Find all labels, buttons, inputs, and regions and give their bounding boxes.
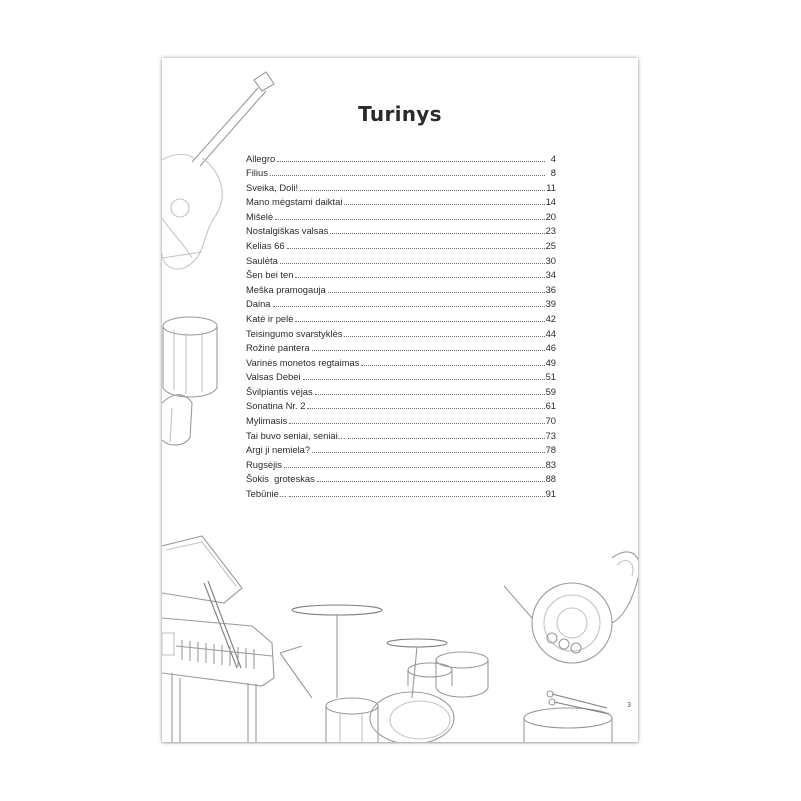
toc-entry[interactable] xyxy=(246,471,556,486)
toc-entry-title: Švilpiantis vėjas xyxy=(246,385,313,397)
dot-leader xyxy=(270,175,545,176)
toc-entry[interactable] xyxy=(246,485,556,500)
french-horn-illustration xyxy=(504,552,638,663)
toc-entry-title: Tebūnie... xyxy=(246,487,287,499)
toc-entry[interactable] xyxy=(246,267,556,282)
dot-leader xyxy=(348,438,545,439)
dot-leader xyxy=(330,233,544,234)
toc-entry[interactable] xyxy=(246,165,556,180)
dot-leader xyxy=(280,263,545,264)
toc-entry-title: Tai buvo seniai, seniai... xyxy=(246,429,346,441)
toc-entry-page: 34 xyxy=(545,269,556,281)
toc-entry-page: 25 xyxy=(545,240,556,252)
toc-entry[interactable] xyxy=(246,412,556,427)
hand-drum-illustration xyxy=(524,691,612,742)
toc-entry[interactable] xyxy=(246,281,556,296)
toc-entry-page: 61 xyxy=(545,400,556,412)
toc-entry-page: 44 xyxy=(545,327,556,339)
dot-leader xyxy=(315,394,545,395)
toc-entry-title: Daina xyxy=(246,298,271,310)
dot-leader xyxy=(287,248,545,249)
toc-entry[interactable] xyxy=(246,442,556,457)
toc-entry[interactable] xyxy=(246,310,556,325)
toc-entry-title: Mylimasis xyxy=(246,414,288,426)
toc-entry-page: 88 xyxy=(545,473,556,485)
toc-entry-title: Rožinė pantera xyxy=(246,342,310,354)
toc-entry-page: 46 xyxy=(545,342,556,354)
toc-entry-title: Allegro xyxy=(246,152,276,164)
toc-entry-page: 42 xyxy=(545,312,556,324)
dot-leader xyxy=(289,496,545,497)
dot-leader xyxy=(277,161,545,162)
toc-entry-page: 83 xyxy=(545,458,556,470)
toc-entry-page: 30 xyxy=(545,254,556,266)
dot-leader xyxy=(284,467,545,468)
toc-entry-page: 20 xyxy=(545,210,556,222)
toc-entry[interactable] xyxy=(246,354,556,369)
dot-leader xyxy=(295,321,544,322)
toc-entry[interactable] xyxy=(246,456,556,471)
toc-entry-page: 8 xyxy=(550,167,556,179)
toc-entry-title: Šokis groteskas xyxy=(246,473,315,485)
toc-entry[interactable] xyxy=(246,223,556,238)
toc-entry-page: 39 xyxy=(545,298,556,310)
toc-entry-title: Meška pramogauja xyxy=(246,283,326,295)
toc-entry-title: Teisingumo svarstyklės xyxy=(246,327,343,339)
toc-entry[interactable] xyxy=(246,340,556,355)
toc-entry-page: 73 xyxy=(545,429,556,441)
dot-leader xyxy=(295,277,544,278)
dot-leader xyxy=(312,350,545,351)
dot-leader xyxy=(361,365,544,366)
page-number: 3 xyxy=(627,702,631,709)
toc-entry-title: Filius xyxy=(246,167,268,179)
toc-entry-title: Kelias 66 xyxy=(246,240,285,252)
toc-entry-page: 14 xyxy=(545,196,556,208)
toc-entry-page: 78 xyxy=(545,444,556,456)
toc-entry[interactable] xyxy=(246,427,556,442)
toc-entry-title: Mišelė xyxy=(246,210,274,222)
dot-leader xyxy=(303,379,545,380)
toc-entry-title: Valsas Debei xyxy=(246,371,301,383)
toc-entry-page: 91 xyxy=(545,487,556,499)
toc-entry[interactable] xyxy=(246,252,556,267)
dot-leader xyxy=(300,190,545,191)
toc-entry-title: Mano mėgstami daiktai xyxy=(246,196,343,208)
toc-entry-page: 51 xyxy=(545,371,556,383)
bongo-drums-illustration xyxy=(162,317,217,445)
toc-entry-page: 59 xyxy=(545,385,556,397)
table-of-contents xyxy=(246,150,556,500)
dot-leader xyxy=(307,408,544,409)
toc-entry-page: 4 xyxy=(550,152,556,164)
toc-entry-title: Nostalgiškas valsas xyxy=(246,225,329,237)
toc-entry[interactable] xyxy=(246,150,556,165)
toc-entry-page: 70 xyxy=(545,414,556,426)
toc-entry-title: Katė ir pelė xyxy=(246,312,294,324)
toc-entry[interactable] xyxy=(246,369,556,384)
toc-entry[interactable] xyxy=(246,398,556,413)
dot-leader xyxy=(328,292,545,293)
grand-piano-illustration xyxy=(162,536,274,742)
toc-entry-title: Argi ji nemiela? xyxy=(246,444,311,456)
dot-leader xyxy=(289,423,544,424)
toc-entry[interactable] xyxy=(246,296,556,311)
dot-leader xyxy=(273,306,545,307)
toc-entry[interactable] xyxy=(246,237,556,252)
toc-entry-page: 23 xyxy=(545,225,556,237)
toc-entry[interactable] xyxy=(246,179,556,194)
toc-entry[interactable] xyxy=(246,325,556,340)
toc-entry-title: Saulėta xyxy=(246,254,278,266)
toc-entry-title: Šen bei ten xyxy=(246,269,294,281)
toc-entry[interactable] xyxy=(246,208,556,223)
drum-kit-illustration xyxy=(280,605,488,742)
toc-entry-page: 11 xyxy=(546,181,556,193)
toc-entry-title: Sveika, Doli! xyxy=(246,181,299,193)
book-page xyxy=(162,58,638,742)
toc-entry-page: 36 xyxy=(545,283,556,295)
toc-entry-page: 49 xyxy=(545,356,556,368)
toc-entry-title: Rugsėjis xyxy=(246,458,282,470)
dot-leader xyxy=(317,481,545,482)
toc-entry[interactable] xyxy=(246,383,556,398)
page-title: Turinys xyxy=(358,102,442,126)
dot-leader xyxy=(275,219,544,220)
toc-entry-title: Varinės monetos regtaimas xyxy=(246,356,360,368)
dot-leader xyxy=(344,204,544,205)
dot-leader xyxy=(312,452,544,453)
toc-entry-title: Sonatina Nr. 2 xyxy=(246,400,306,412)
dot-leader xyxy=(344,336,544,337)
toc-entry[interactable] xyxy=(246,194,556,209)
